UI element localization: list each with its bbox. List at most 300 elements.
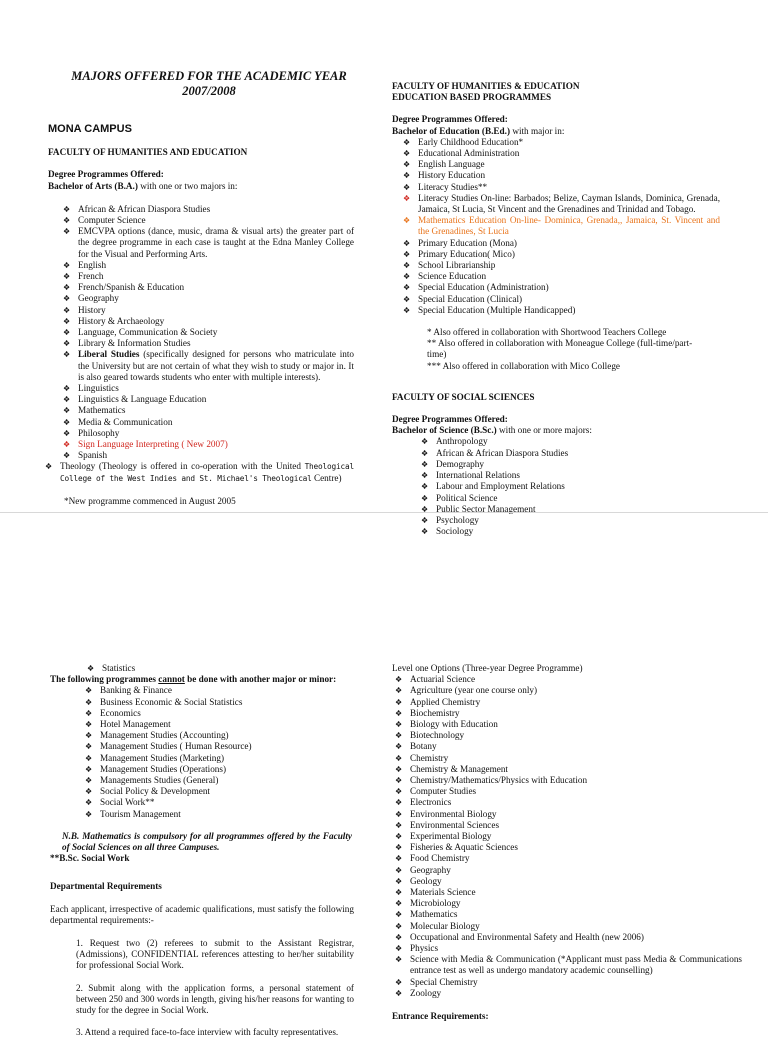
- diamond-bullet-icon: ❖: [395, 854, 403, 864]
- diamond-bullet-icon: ❖: [85, 686, 93, 696]
- diamond-bullet-icon: ❖: [63, 272, 71, 282]
- list-item-new: [60, 439, 354, 450]
- item-text: Public Sector Management: [436, 503, 536, 514]
- list-item: [60, 450, 354, 461]
- diamond-bullet-icon: ❖: [63, 283, 71, 293]
- title-line-2: 2007/2008: [182, 84, 236, 98]
- diamond-bullet-icon: ❖: [403, 283, 411, 293]
- diamond-bullet-icon: ❖: [63, 260, 71, 270]
- item-text: Mathematics: [410, 909, 458, 920]
- list-item: [60, 394, 354, 405]
- standalone-programmes-list: [82, 685, 354, 819]
- item-text: Biotechnology: [410, 730, 465, 741]
- diamond-bullet-icon: ❖: [395, 764, 403, 774]
- diamond-bullet-icon: ❖: [63, 440, 71, 450]
- list-item: [60, 204, 354, 215]
- diamond-bullet-icon: ❖: [421, 471, 429, 481]
- diamond-bullet-icon: ❖: [403, 171, 411, 181]
- title-line-1: MAJORS OFFERED FOR THE ACADEMIC YEAR: [71, 69, 347, 83]
- item-text: EMCVPA options (dance, music, drama & visual arts) the greater part of the degree programme in each case is taught at the Edna Manley College for the Visual and Performing Arts.: [78, 226, 354, 259]
- item-text: Library & Information Studies: [78, 338, 191, 349]
- list-item: [392, 764, 742, 775]
- item-text: Statistics: [102, 663, 136, 673]
- diamond-bullet-icon: ❖: [395, 932, 403, 942]
- liberal-studies-label: Liberal Studies: [78, 349, 140, 360]
- diamond-bullet-icon: ❖: [395, 753, 403, 763]
- diamond-bullet-icon: ❖: [395, 843, 403, 853]
- campus-heading: MONA CAMPUS: [48, 123, 132, 135]
- item-text: Microbiology: [410, 898, 461, 909]
- heading-text: The following programmes: [50, 674, 159, 685]
- faculty-heading: FACULTY OF HUMANITIES AND EDUCATION: [48, 147, 248, 158]
- item-text: Applied Chemistry: [410, 696, 481, 707]
- list-item: [392, 865, 742, 876]
- list-item: [392, 909, 742, 920]
- list-item: [392, 943, 742, 954]
- diamond-bullet-icon: ❖: [395, 832, 403, 842]
- list-item: [60, 215, 354, 226]
- item-text: Labour and Employment Relations: [436, 481, 565, 492]
- list-item-highlight: [400, 215, 720, 237]
- degree-heading: Degree Programmes Offered:: [392, 414, 508, 425]
- list-item: [60, 383, 354, 394]
- item-text: English Language: [418, 159, 485, 170]
- science-options-list: [392, 674, 742, 999]
- diamond-bullet-icon: ❖: [403, 305, 411, 315]
- item-text: Linguistics & Language Education: [78, 394, 207, 405]
- item-text: Agriculture (year one course only): [410, 685, 538, 696]
- document-page-2: [0, 512, 768, 1038]
- item-text: Anthropology: [436, 436, 488, 447]
- item-text: History & Archaeology: [78, 315, 165, 326]
- item-text: Computer Studies: [410, 786, 477, 797]
- list-item: [392, 685, 742, 696]
- list-item: [392, 887, 742, 898]
- page2-right-column: [392, 663, 742, 1022]
- diamond-bullet-icon: ❖: [403, 249, 411, 259]
- diamond-bullet-icon: ❖: [403, 272, 411, 282]
- diamond-bullet-icon: ❖: [63, 451, 71, 461]
- item-text: Zoology: [410, 987, 442, 998]
- item-text: French/Spanish & Education: [78, 282, 185, 293]
- diamond-bullet-icon: ❖: [421, 504, 429, 514]
- list-item: [400, 305, 720, 316]
- list-item: [392, 876, 742, 887]
- social-work-heading: **B.Sc. Social Work: [50, 853, 130, 864]
- item-text: Mathematics: [78, 405, 126, 416]
- list-item: [82, 809, 354, 820]
- diamond-bullet-icon: ❖: [63, 395, 71, 405]
- page-title: [42, 69, 376, 99]
- faculty-heading: FACULTY OF HUMANITIES & EDUCATION: [392, 81, 580, 91]
- item-text: Spanish: [78, 450, 108, 461]
- item-text: Biochemistry: [410, 707, 460, 718]
- list-item: [418, 493, 708, 504]
- diamond-bullet-icon: ❖: [395, 977, 403, 987]
- list-item: [418, 470, 708, 481]
- page2-left-column: [50, 663, 354, 1038]
- requirement-item: 1. Request two (2) referees to submit to the Assistant Registrar, (Admissions), CONFIDENTIAL references attesting to her/her suitability for professional Social Work.: [76, 938, 354, 971]
- item-text: School Librarianship: [418, 260, 496, 271]
- item-text: Language, Communication & Society: [78, 327, 218, 338]
- section-heading: EDUCATION BASED PROGRAMMES: [392, 92, 552, 103]
- list-item: [392, 753, 742, 764]
- bsc-label: Bachelor of Science (B.Sc.): [392, 425, 497, 436]
- list-item: [400, 159, 720, 170]
- diamond-bullet-icon: ❖: [85, 731, 93, 741]
- cannot-combine-heading: [50, 674, 354, 685]
- list-item: [392, 853, 742, 864]
- item-text: Sign Language Interpreting ( New 2007): [78, 439, 228, 450]
- item-text: Educational Administration: [418, 148, 520, 159]
- list-item: [82, 697, 354, 708]
- list-item: [60, 305, 354, 316]
- list-item: [392, 842, 742, 853]
- diamond-bullet-icon: ❖: [85, 764, 93, 774]
- list-item: [392, 697, 742, 708]
- list-item: [82, 730, 354, 741]
- requirements-list: [76, 938, 354, 1038]
- list-item: [392, 719, 742, 730]
- list-item: [82, 775, 354, 786]
- note-line: *** Also offered in collaboration with Mico College: [427, 360, 620, 371]
- list-item: [60, 428, 354, 439]
- item-text: Biology with Education: [410, 719, 498, 730]
- item-text: Political Science: [436, 492, 498, 503]
- faculty-heading: FACULTY OF SOCIAL SCIENCES: [392, 391, 535, 402]
- diamond-bullet-icon: ❖: [421, 527, 429, 537]
- bsc-line: [392, 425, 728, 436]
- diamond-bullet-icon: ❖: [421, 448, 429, 458]
- diamond-bullet-icon: ❖: [395, 876, 403, 886]
- ba-label: Bachelor of Arts (B.A.): [48, 180, 138, 191]
- diamond-bullet-icon: ❖: [403, 149, 411, 159]
- item-text: Special Education (Multiple Handicapped): [418, 304, 576, 315]
- diamond-bullet-icon: ❖: [63, 204, 71, 214]
- diamond-bullet-icon: ❖: [63, 428, 71, 438]
- diamond-bullet-icon: ❖: [85, 776, 93, 786]
- diamond-bullet-icon: ❖: [85, 798, 93, 808]
- ba-majors-list: [60, 204, 354, 462]
- list-item: [392, 809, 742, 820]
- list-item: [60, 405, 354, 416]
- item-text: Hotel Management: [100, 719, 171, 730]
- diamond-bullet-icon: ❖: [63, 227, 71, 237]
- item-text: Management Studies (Accounting): [100, 730, 229, 741]
- item-text: Management Studies (Operations): [100, 763, 227, 774]
- diamond-bullet-icon: ❖: [85, 753, 93, 763]
- list-item: [392, 741, 742, 752]
- list-item: [82, 797, 354, 808]
- bsc-rest: with one or more majors:: [496, 425, 592, 436]
- diamond-bullet-icon: ❖: [421, 493, 429, 503]
- diamond-bullet-icon: ❖: [63, 350, 71, 360]
- footnote: *New programme commenced in August 2005: [64, 495, 236, 506]
- diamond-bullet-icon: ❖: [85, 742, 93, 752]
- list-item: [392, 898, 742, 909]
- item-text: Chemistry/Mathematics/Physics with Education: [410, 775, 588, 786]
- list-item: [82, 719, 354, 730]
- diamond-bullet-icon: ❖: [395, 910, 403, 920]
- list-item: [418, 448, 708, 459]
- item-text: Special Education (Administration): [418, 282, 549, 293]
- diamond-bullet-icon: ❖: [395, 787, 403, 797]
- item-text: Botany: [410, 741, 437, 752]
- item-text: Centre): [311, 472, 342, 483]
- item-text: Banking & Finance: [100, 685, 172, 696]
- item-text: Social Work**: [100, 797, 155, 808]
- item-text: International Relations: [436, 470, 520, 481]
- diamond-bullet-icon: ❖: [63, 417, 71, 427]
- diamond-bullet-icon: ❖: [395, 921, 403, 931]
- list-item: [392, 977, 742, 988]
- departmental-requirements-heading: Departmental Requirements: [50, 881, 162, 892]
- list-item: [392, 797, 742, 808]
- diamond-bullet-icon: ❖: [395, 955, 403, 965]
- list-item: [60, 327, 354, 338]
- nb-note: N.B. Mathematics is compulsory for all programmes offered by the Faculty of Social Sciences on all three Campuses.: [62, 830, 352, 853]
- item-text: Primary Education( Mico): [418, 248, 515, 259]
- list-item: [42, 461, 354, 483]
- list-item: [82, 786, 354, 797]
- list-item: [392, 932, 742, 943]
- requirements-intro: Each applicant, irrespective of academic qualifications, must satisfy the following departmental requirements:-: [50, 903, 354, 925]
- diamond-bullet-icon: ❖: [395, 888, 403, 898]
- diamond-bullet-icon: ❖: [63, 384, 71, 394]
- list-item: [82, 708, 354, 719]
- page1-left-column: [42, 69, 376, 507]
- list-item: [84, 663, 354, 674]
- item-text: Electronics: [410, 797, 452, 808]
- list-item: [82, 764, 354, 775]
- list-item: [392, 921, 742, 932]
- list-item: [60, 282, 354, 293]
- list-item: [418, 481, 708, 492]
- item-text: Chemistry: [410, 752, 449, 763]
- item-text: African & African Diaspora Studies: [436, 447, 569, 458]
- list-item: [60, 417, 354, 428]
- list-item: [400, 282, 720, 293]
- item-text: Theological College of the West Indies and St. Michael's Theological: [60, 462, 354, 483]
- item-text: Management Studies (Marketing): [100, 752, 224, 763]
- item-text: Geography: [410, 864, 451, 875]
- item-text: Early Childhood Education*: [418, 136, 524, 147]
- diamond-bullet-icon: ❖: [421, 515, 429, 525]
- item-text: French: [78, 271, 104, 282]
- item-text: Philosophy: [78, 427, 120, 438]
- diamond-bullet-icon: ❖: [403, 160, 411, 170]
- item-text: History Education: [418, 170, 486, 181]
- heading-text: be done with another major or minor:: [184, 674, 337, 685]
- diamond-bullet-icon: ❖: [63, 339, 71, 349]
- diamond-bullet-icon: ❖: [87, 664, 95, 673]
- diamond-bullet-icon: ❖: [85, 809, 93, 819]
- item-text: Science with Media & Communication (*Applicant must pass Media & Communications entrance test as well as undergo mandatory academic counselling): [410, 954, 742, 976]
- list-item: [392, 988, 742, 999]
- ba-rest: with one or two majors in:: [137, 180, 238, 191]
- list-item: [60, 226, 354, 260]
- list-item: [392, 674, 742, 685]
- item-text: (specifically designed for persons who matriculate into the University but are not certain of what they wish to study or major in. It is also geared towards students who enter with multiple interests).: [78, 349, 355, 382]
- list-item: [400, 193, 720, 215]
- item-text: Media & Communication: [78, 416, 173, 427]
- level-one-heading: Level one Options (Three-year Degree Programme): [392, 663, 583, 673]
- diamond-bullet-icon: ❖: [85, 720, 93, 730]
- diamond-bullet-icon: ❖: [395, 731, 403, 741]
- list-item: [60, 260, 354, 271]
- diamond-bullet-icon: ❖: [395, 697, 403, 707]
- diamond-bullet-icon: ❖: [85, 697, 93, 707]
- item-text: African & African Diaspora Studies: [78, 203, 211, 214]
- item-text: Geology: [410, 875, 442, 886]
- diamond-bullet-icon: ❖: [395, 776, 403, 786]
- item-text: Sociology: [436, 526, 474, 537]
- list-item: [60, 349, 354, 383]
- diamond-bullet-icon: ❖: [395, 675, 403, 685]
- item-text: Environmental Sciences: [410, 819, 500, 830]
- list-item: [418, 436, 708, 447]
- diamond-bullet-icon: ❖: [395, 899, 403, 909]
- item-text: Fisheries & Aquatic Sciences: [410, 842, 518, 853]
- collaboration-notes: [427, 327, 709, 372]
- list-item: [400, 182, 720, 193]
- list-item: [400, 137, 720, 148]
- entrance-requirements-heading: Entrance Requirements:: [392, 1011, 489, 1022]
- diamond-bullet-icon: ❖: [395, 865, 403, 875]
- bed-majors-list: [400, 137, 720, 316]
- item-text: Molecular Biology: [410, 920, 480, 931]
- item-text: Theology (Theology is offered in co-operation with the United: [60, 461, 305, 472]
- item-text: Economics: [100, 707, 141, 718]
- item-text: Environmental Biology: [410, 808, 497, 819]
- item-text: Occupational and Environmental Safety and Health (new 2006): [410, 931, 644, 942]
- diamond-bullet-icon: ❖: [45, 462, 53, 472]
- list-item: [392, 820, 742, 831]
- list-item: [60, 293, 354, 304]
- ba-line: [48, 181, 376, 192]
- list-item: [392, 730, 742, 741]
- list-item: [82, 753, 354, 764]
- list-item: [392, 786, 742, 797]
- diamond-bullet-icon: ❖: [395, 686, 403, 696]
- item-text: Computer Science: [78, 215, 146, 226]
- bed-line: [392, 126, 728, 137]
- diamond-bullet-icon: ❖: [63, 305, 71, 315]
- diamond-bullet-icon: ❖: [63, 406, 71, 416]
- item-text: History: [78, 304, 106, 315]
- diamond-bullet-icon: ❖: [421, 437, 429, 447]
- list-item: [60, 338, 354, 349]
- list-item: [418, 459, 708, 470]
- diamond-bullet-icon: ❖: [395, 742, 403, 752]
- item-text: Physics: [410, 943, 439, 954]
- list-item: [400, 271, 720, 282]
- diamond-bullet-icon: ❖: [63, 216, 71, 226]
- note-line: * Also offered in collaboration with Shortwood Teachers College: [427, 327, 667, 338]
- diamond-bullet-icon: ❖: [395, 820, 403, 830]
- diamond-bullet-icon: ❖: [395, 944, 403, 954]
- diamond-bullet-icon: ❖: [421, 482, 429, 492]
- item-text: Managements Studies (General): [100, 775, 219, 786]
- list-item: [392, 954, 742, 976]
- item-text: Food Chemistry: [410, 853, 470, 864]
- diamond-bullet-icon: ❖: [85, 708, 93, 718]
- item-text: Geography: [78, 293, 119, 304]
- item-text: Tourism Management: [100, 808, 181, 819]
- requirement-item: 3. Attend a required face-to-face interview with faculty representatives.: [76, 1027, 339, 1038]
- diamond-bullet-icon: ❖: [395, 809, 403, 819]
- bed-rest: with major in:: [510, 125, 565, 136]
- diamond-bullet-icon: ❖: [403, 182, 411, 192]
- diamond-bullet-icon: ❖: [403, 137, 411, 147]
- diamond-bullet-icon: ❖: [403, 216, 411, 226]
- list-item: [400, 170, 720, 181]
- degree-heading: Degree Programmes Offered:: [48, 169, 164, 180]
- diamond-bullet-icon: ❖: [395, 988, 403, 998]
- diamond-bullet-icon: ❖: [403, 238, 411, 248]
- requirement-item: 2. Submit along with the application forms, a personal statement of between 250 and 300 words in length, giving his/her reasons for wanting to study for the degree in Social Work.: [76, 982, 354, 1016]
- statistics-list: [84, 663, 354, 674]
- list-item: [392, 708, 742, 719]
- degree-heading: Degree Programmes Offered:: [392, 114, 508, 125]
- item-text: Actuarial Science: [410, 674, 476, 685]
- list-item: [392, 831, 742, 842]
- list-item: [60, 316, 354, 327]
- list-item: [82, 741, 354, 752]
- item-text: Materials Science: [410, 887, 476, 898]
- theology-list: [42, 461, 354, 483]
- item-text: Science Education: [418, 271, 487, 282]
- diamond-bullet-icon: ❖: [395, 720, 403, 730]
- list-item: [400, 238, 720, 249]
- item-text: Psychology: [436, 514, 479, 525]
- item-text: Linguistics: [78, 383, 119, 394]
- diamond-bullet-icon: ❖: [63, 328, 71, 338]
- diamond-bullet-icon: ❖: [63, 294, 71, 304]
- note-line: ** Also offered in collaboration with Moneague College (full-time/part-time): [427, 338, 693, 360]
- diamond-bullet-icon: ❖: [85, 787, 93, 797]
- list-item: [400, 260, 720, 271]
- item-text: Literacy Studies On-line: Barbados; Belize, Cayman Islands, Dominica, Grenada, Jamaica, St Lucia, St Vincent and the Grenadines and Trinidad and Tobago.: [418, 192, 720, 215]
- item-text: Chemistry & Management: [410, 763, 508, 774]
- item-text: Special Chemistry: [410, 976, 478, 987]
- item-text: Mathematics Education On-line- Dominica, Grenada,, Jamaica, St. Vincent and the Grenadines, St Lucia: [418, 215, 720, 237]
- list-item: [82, 685, 354, 696]
- list-item: [60, 271, 354, 282]
- diamond-bullet-icon: ❖: [395, 798, 403, 808]
- list-item: [400, 249, 720, 260]
- list-item: [392, 775, 742, 786]
- item-text: Special Education (Clinical): [418, 293, 523, 304]
- diamond-bullet-icon: ❖: [421, 459, 429, 469]
- page1-right-column: [392, 81, 728, 537]
- item-text: Business Economic & Social Statistics: [100, 696, 243, 707]
- bed-label: Bachelor of Education (B.Ed.): [392, 125, 511, 136]
- item-text: English: [78, 259, 107, 270]
- diamond-bullet-icon: ❖: [403, 193, 411, 203]
- item-text: Demography: [436, 458, 484, 469]
- diamond-bullet-icon: ❖: [403, 261, 411, 271]
- diamond-bullet-icon: ❖: [395, 708, 403, 718]
- list-item: [400, 294, 720, 305]
- heading-text: cannot: [158, 674, 185, 685]
- item-text: Experimental Biology: [410, 831, 492, 842]
- item-text: Literacy Studies**: [418, 181, 488, 192]
- list-item: [400, 148, 720, 159]
- diamond-bullet-icon: ❖: [63, 316, 71, 326]
- item-text: Social Policy & Development: [100, 786, 210, 797]
- diamond-bullet-icon: ❖: [403, 294, 411, 304]
